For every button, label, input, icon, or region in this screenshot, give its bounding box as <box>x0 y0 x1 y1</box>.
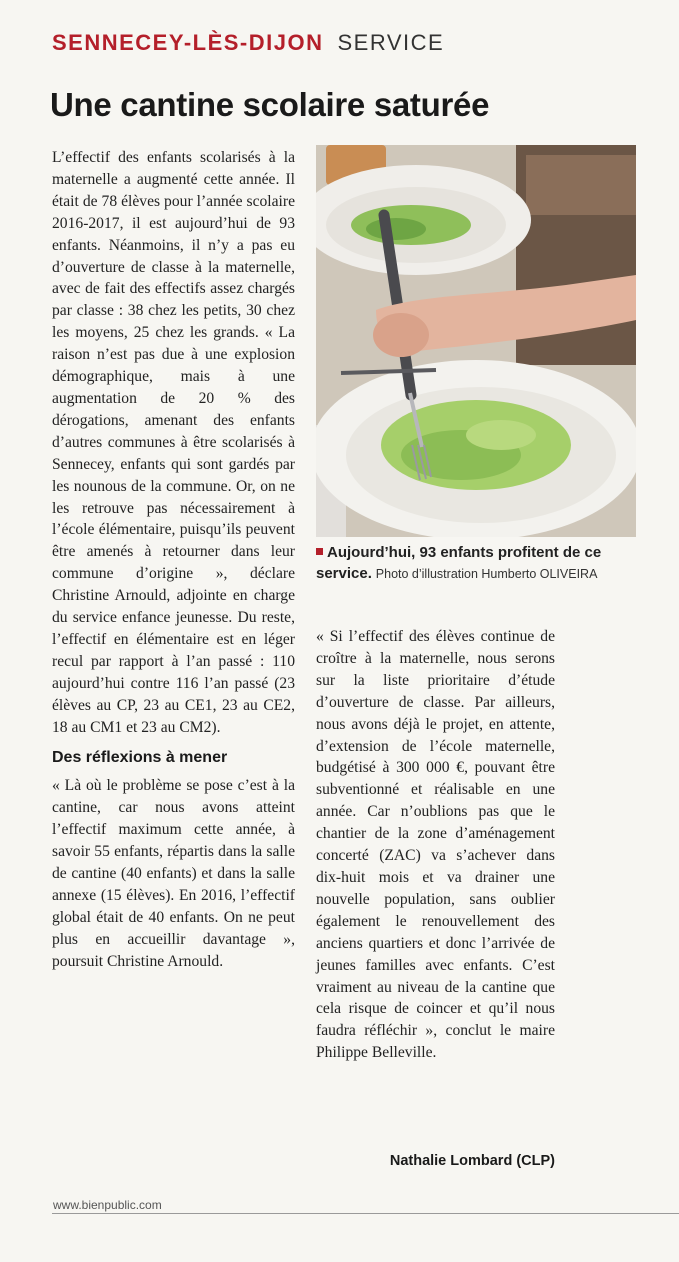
section-kicker <box>52 30 444 56</box>
paragraph-intro: L’effectif des enfants scolarisés à la maternelle a augmenté cette année. Il était de 78 élèves pour l’année scolaire 2016-2017, il est aujourd’hui de 93 enfants. Néanmoins, il n’y a pas eu d’ouverture de classe à la maternelle, avec de fait des effectifs assez chargés par classe : 38 chez les petits, 30 chez les moyens, 25 chez les grands. « La raison n’est pas due à une explosion démographique, mais à une augmentation de 20 % des dérogations, amenant des enfants d’autres communes à être scolarisés à Sennecey, enfants qui sont gardés par les nounous de la commune. Or, on ne les retrouve pas nécessairement à l’école élémentaire, puisqu’ils peuvent être amenés à retourner dans leur commune d’origine », déclare Christine Arnould, adjointe en charge du service enfance jeunesse. Du reste, l’effectif en élémentaire est en léger recul par rapport à l’an passé : 110 aujourd’hui contre 116 l’an passé (23 élèves au CP, 23 au CE1, 23 au CE2, 18 au CM1 et 23 au CM2). <box>52 149 295 736</box>
author-signature: Nathalie Lombard (CLP) <box>389 1153 555 1169</box>
footer-website: www.bienpublic.com <box>53 1198 162 1212</box>
paragraph-conclusion: « Si l’effectif des élèves continue de croître à la maternelle, nous serons sur la liste prioritaire d’étude d’ouverture de classe. Par ailleurs, nous avons déjà le projet, en attente, d’extension de l’école maternelle, budgétisé à 300 000 €, pouvant être subventionné et réalisable en une année. Car n’oublions pas que le chantier de la zone d’aménagement concerté (ZAC) va s’achever dans dix-huit mois et va drainer une nouvelle population, sans oublier également le renouvellement des anciens quartiers et donc l’arrivée de jeunes familles avec enfants. C’est vraiment au niveau de la cantine que cela risque de coincer et qu’il nous faudra réfléchir », conclut le maire Philippe Belleville. <box>316 628 555 1062</box>
caption-marker-icon <box>316 548 323 555</box>
subheading: Des réflexions à mener <box>52 749 228 767</box>
photo-caption <box>316 542 636 584</box>
caption-text: Aujourd’hui, 93 enfants profitent de ce service. <box>316 544 602 582</box>
footer-divider <box>52 1213 679 1214</box>
right-column <box>316 626 555 1064</box>
article-photo <box>316 145 636 537</box>
photo-credit: Photo d’illustration Humberto OLIVEIRA <box>375 567 598 581</box>
paragraph-cantine: « Là où le problème se pose c’est à la cantine, car nous avons atteint l’effectif maximum cette année, à savoir 55 enfants, répartis dans la salle de cantine (40 enfants) et dans la salle annexe (15 élèves). En 2016, l’effectif global était de 40 enfants. On ne peut plus en accueillir davantage », poursuit Christine Arnould. <box>52 777 295 970</box>
photo-illustration <box>316 145 636 537</box>
article-title: Une cantine scolaire saturée <box>50 86 490 123</box>
left-column <box>52 147 295 973</box>
location-label: SENNECEY-LÈS-DIJON <box>52 30 324 55</box>
rubric-label: SERVICE <box>337 30 445 55</box>
